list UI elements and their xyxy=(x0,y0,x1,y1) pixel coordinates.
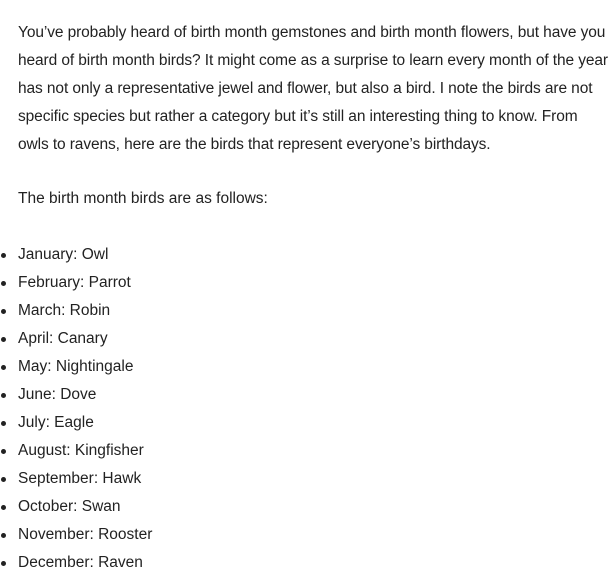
birth-month-birds-list xyxy=(0,241,152,577)
list-item-text: February: Parrot xyxy=(18,274,131,291)
bullet-icon xyxy=(1,393,6,398)
bullet-icon xyxy=(1,281,6,286)
list-item-text: June: Dove xyxy=(18,386,97,403)
list-item-text: July: Eagle xyxy=(18,414,94,431)
list-item xyxy=(0,241,152,269)
intro-paragraph: You’ve probably heard of birth month gemstones and birth month flowers, but have you heard of birth month birds? It might come as a surprise to learn every month of the year has not only a representative jewel and flower, but also a bird. I note the birds are not specific species but rather a category but it’s still an interesting thing to know. From owls to ravens, here are the birds that represent everyone’s birthdays. xyxy=(18,24,608,153)
list-item-text: September: Hawk xyxy=(18,470,142,487)
list-item-text: November: Rooster xyxy=(18,526,153,543)
list-item xyxy=(0,549,152,577)
list-item xyxy=(0,493,152,521)
list-intro: The birth month birds are as follows: xyxy=(18,190,268,207)
bullet-icon xyxy=(1,309,6,314)
list-item xyxy=(0,325,152,353)
bullet-icon xyxy=(1,561,6,566)
list-item xyxy=(0,381,152,409)
list-item-text: March: Robin xyxy=(18,302,111,319)
bullet-icon xyxy=(1,505,6,510)
list-item-text: December: Raven xyxy=(18,554,143,571)
bullet-icon xyxy=(1,421,6,426)
bullet-icon xyxy=(1,477,6,482)
list-item xyxy=(0,437,152,465)
list-item xyxy=(0,409,152,437)
list-item-text: January: Owl xyxy=(18,246,109,263)
bullet-icon xyxy=(1,533,6,538)
list-item-text: April: Canary xyxy=(18,330,108,347)
list-item xyxy=(0,465,152,493)
list-item-text: May: Nightingale xyxy=(18,358,134,375)
bullet-icon xyxy=(1,253,6,258)
bullet-icon xyxy=(1,337,6,342)
bullet-icon xyxy=(1,449,6,454)
list-item xyxy=(0,353,152,381)
bullet-icon xyxy=(1,365,6,370)
list-item xyxy=(0,269,152,297)
list-item xyxy=(0,521,152,549)
list-item-text: August: Kingfisher xyxy=(18,442,144,459)
list-item xyxy=(0,297,152,325)
list-item-text: October: Swan xyxy=(18,498,121,515)
